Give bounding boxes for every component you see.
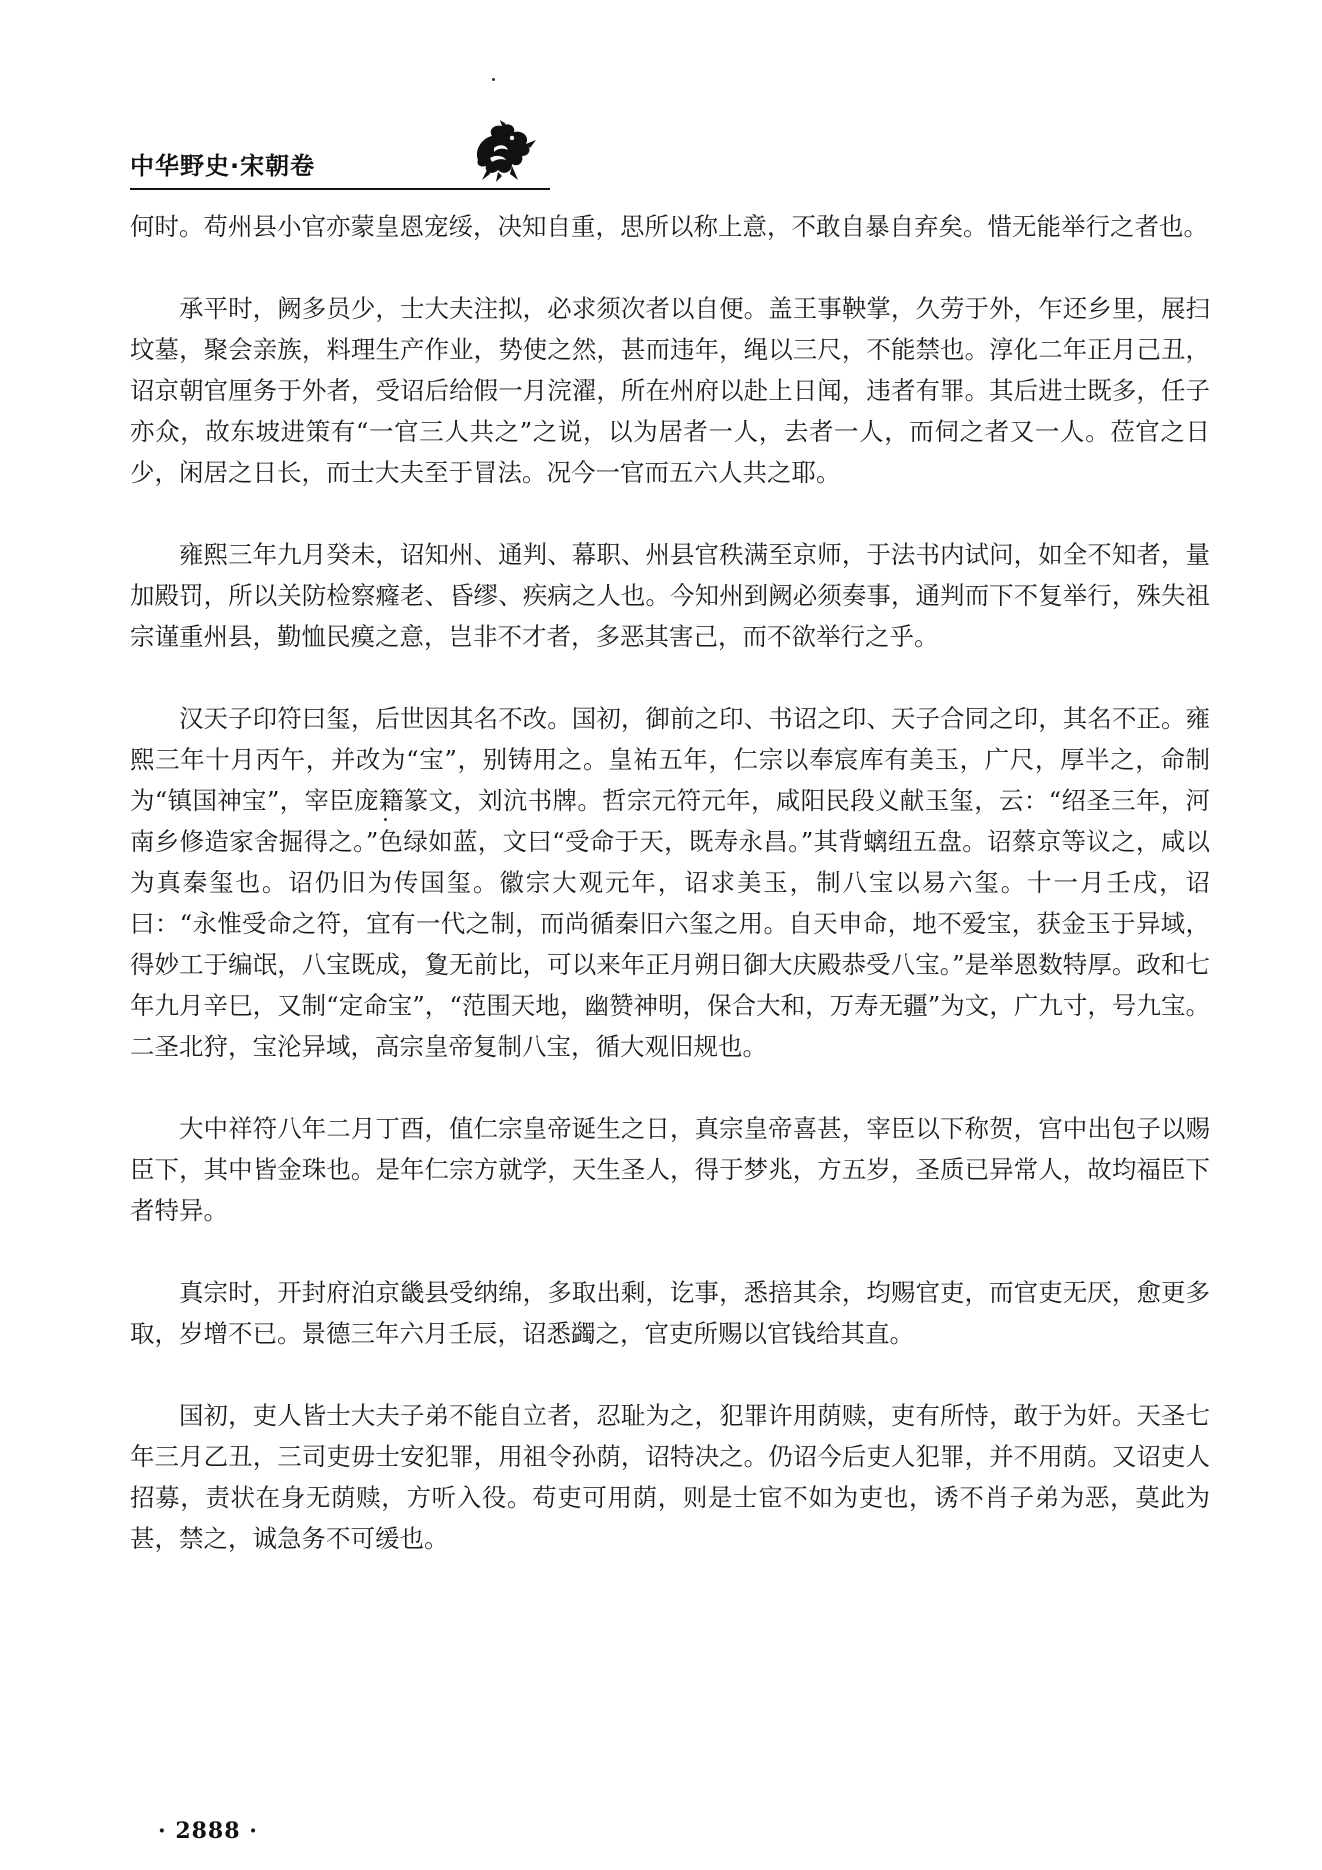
dragon-emblem-icon [468,120,538,184]
header-rule [130,188,550,190]
paragraph: 何时。苟州县小官亦蒙皇恩宠绥，决知自重，思所以称上意，不敢自暴自弃矣。惜无能举行之者也。 [130,212,1208,241]
paragraph: 大中祥符八年二月丁酉，值仁宗皇帝诞生之日，真宗皇帝喜甚，宰臣以下称贺，宫中出包子以赐臣下，其中皆金珠也。是年仁宗方就学，天生圣人，得于梦兆，方五岁，圣质已异常人，故均福臣下者特异。 [130,1114,1210,1225]
paragraph: 真宗时，开封府泊京畿县受纳绵，多取出剩，讫事，悉掊其余，均赐官吏，而官吏无厌，愈更多取，岁增不已。景德三年六月壬辰，诏悉蠲之，官吏所赐以官钱给其直。 [130,1278,1210,1348]
paragraph: 汉天子印符曰玺，后世因其名不改。国初，御前之印、书诏之印、天子合同之印，其名不正。雍熙三年十月丙午，并改为“宝”，别铸用之。皇祐五年，仁宗以奉宸库有美玉，广尺，厚半之，命制为“镇国神宝”，宰臣庞籍篆文，刘沆书牌。哲宗元符元年，咸阳民段义献玉玺，云：“绍圣三年，河南乡修造家舍掘得之。”色绿如蓝，文曰“受命于天，既寿永昌。”其背螭纽五盘。诏蔡京等议之，咸以为真秦玺也。诏仍旧为传国玺。徽宗大观元年，诏求美玉，制八宝以易六玺。十一月壬戌，诏曰：“永惟受命之符，宜有一代之制，而尚循秦旧六玺之用。自天申命，地不爱宝，获金玉于异域，得妙工于编氓，八宝既成，夐无前比，可以来年正月朔日御大庆殿恭受八宝。”是举恩数特厚。政和七年九月辛巳，又制“定命宝”，“范围天地，幽赞神明，保合大和，万寿无疆”为文，广九寸，号九宝。二圣北狩，宝沦异域，高宗皇帝复制八宝，循大观旧规也。 [130,704,1210,1061]
body-text [130,206,1210,1600]
print-speck [492,78,495,81]
print-speck [384,818,387,821]
paragraph: 国初，吏人皆士大夫子弟不能自立者，忍耻为之，犯罪许用荫赎，吏有所恃，敢于为奸。天圣七年三月乙丑，三司吏毋士安犯罪，用祖令孙荫，诏特决之。仍诏今后吏人犯罪，并不用荫。又诏吏人招募，责状在身无荫赎，方听入役。苟吏可用荫，则是士宦不如为吏也，诱不肖子弟为恶，莫此为甚，禁之，诚急务不可缓也。 [130,1401,1210,1553]
running-header [130,118,550,198]
paragraph: 雍熙三年九月癸未，诏知州、通判、幕职、州县官秩满至京师，于法书内试问，如全不知者，量加殿罚，所以关防检察癃老、昏缪、疾病之人也。今知州到阙必须奏事，通判而下不复举行，殊失祖宗谨重州县，勤恤民瘼之意，岂非不才者，多恶其害己，而不欲举行之乎。 [130,540,1210,651]
series-title: 中华野史·宋朝卷 [130,152,316,180]
page-number: · 2888 · [158,1818,258,1844]
paragraph: 承平时，阙多员少，士大夫注拟，必求须次者以自便。盖王事鞅掌，久劳于外，乍还乡里，展扫坟墓，聚会亲族，料理生产作业，势使之然，甚而违年，绳以三尺，不能禁也。淳化二年正月己丑，诏京朝官厘务于外者，受诏后给假一月浣濯，所在州府以赴上日闻，违者有罪。其后进士既多，任子亦众，故东坡进策有“一官三人共之”之说，以为居者一人，去者一人，而伺之者又一人。莅官之日少，闲居之日长，而士大夫至于冒法。况今一官而五六人共之耶。 [130,294,1210,487]
